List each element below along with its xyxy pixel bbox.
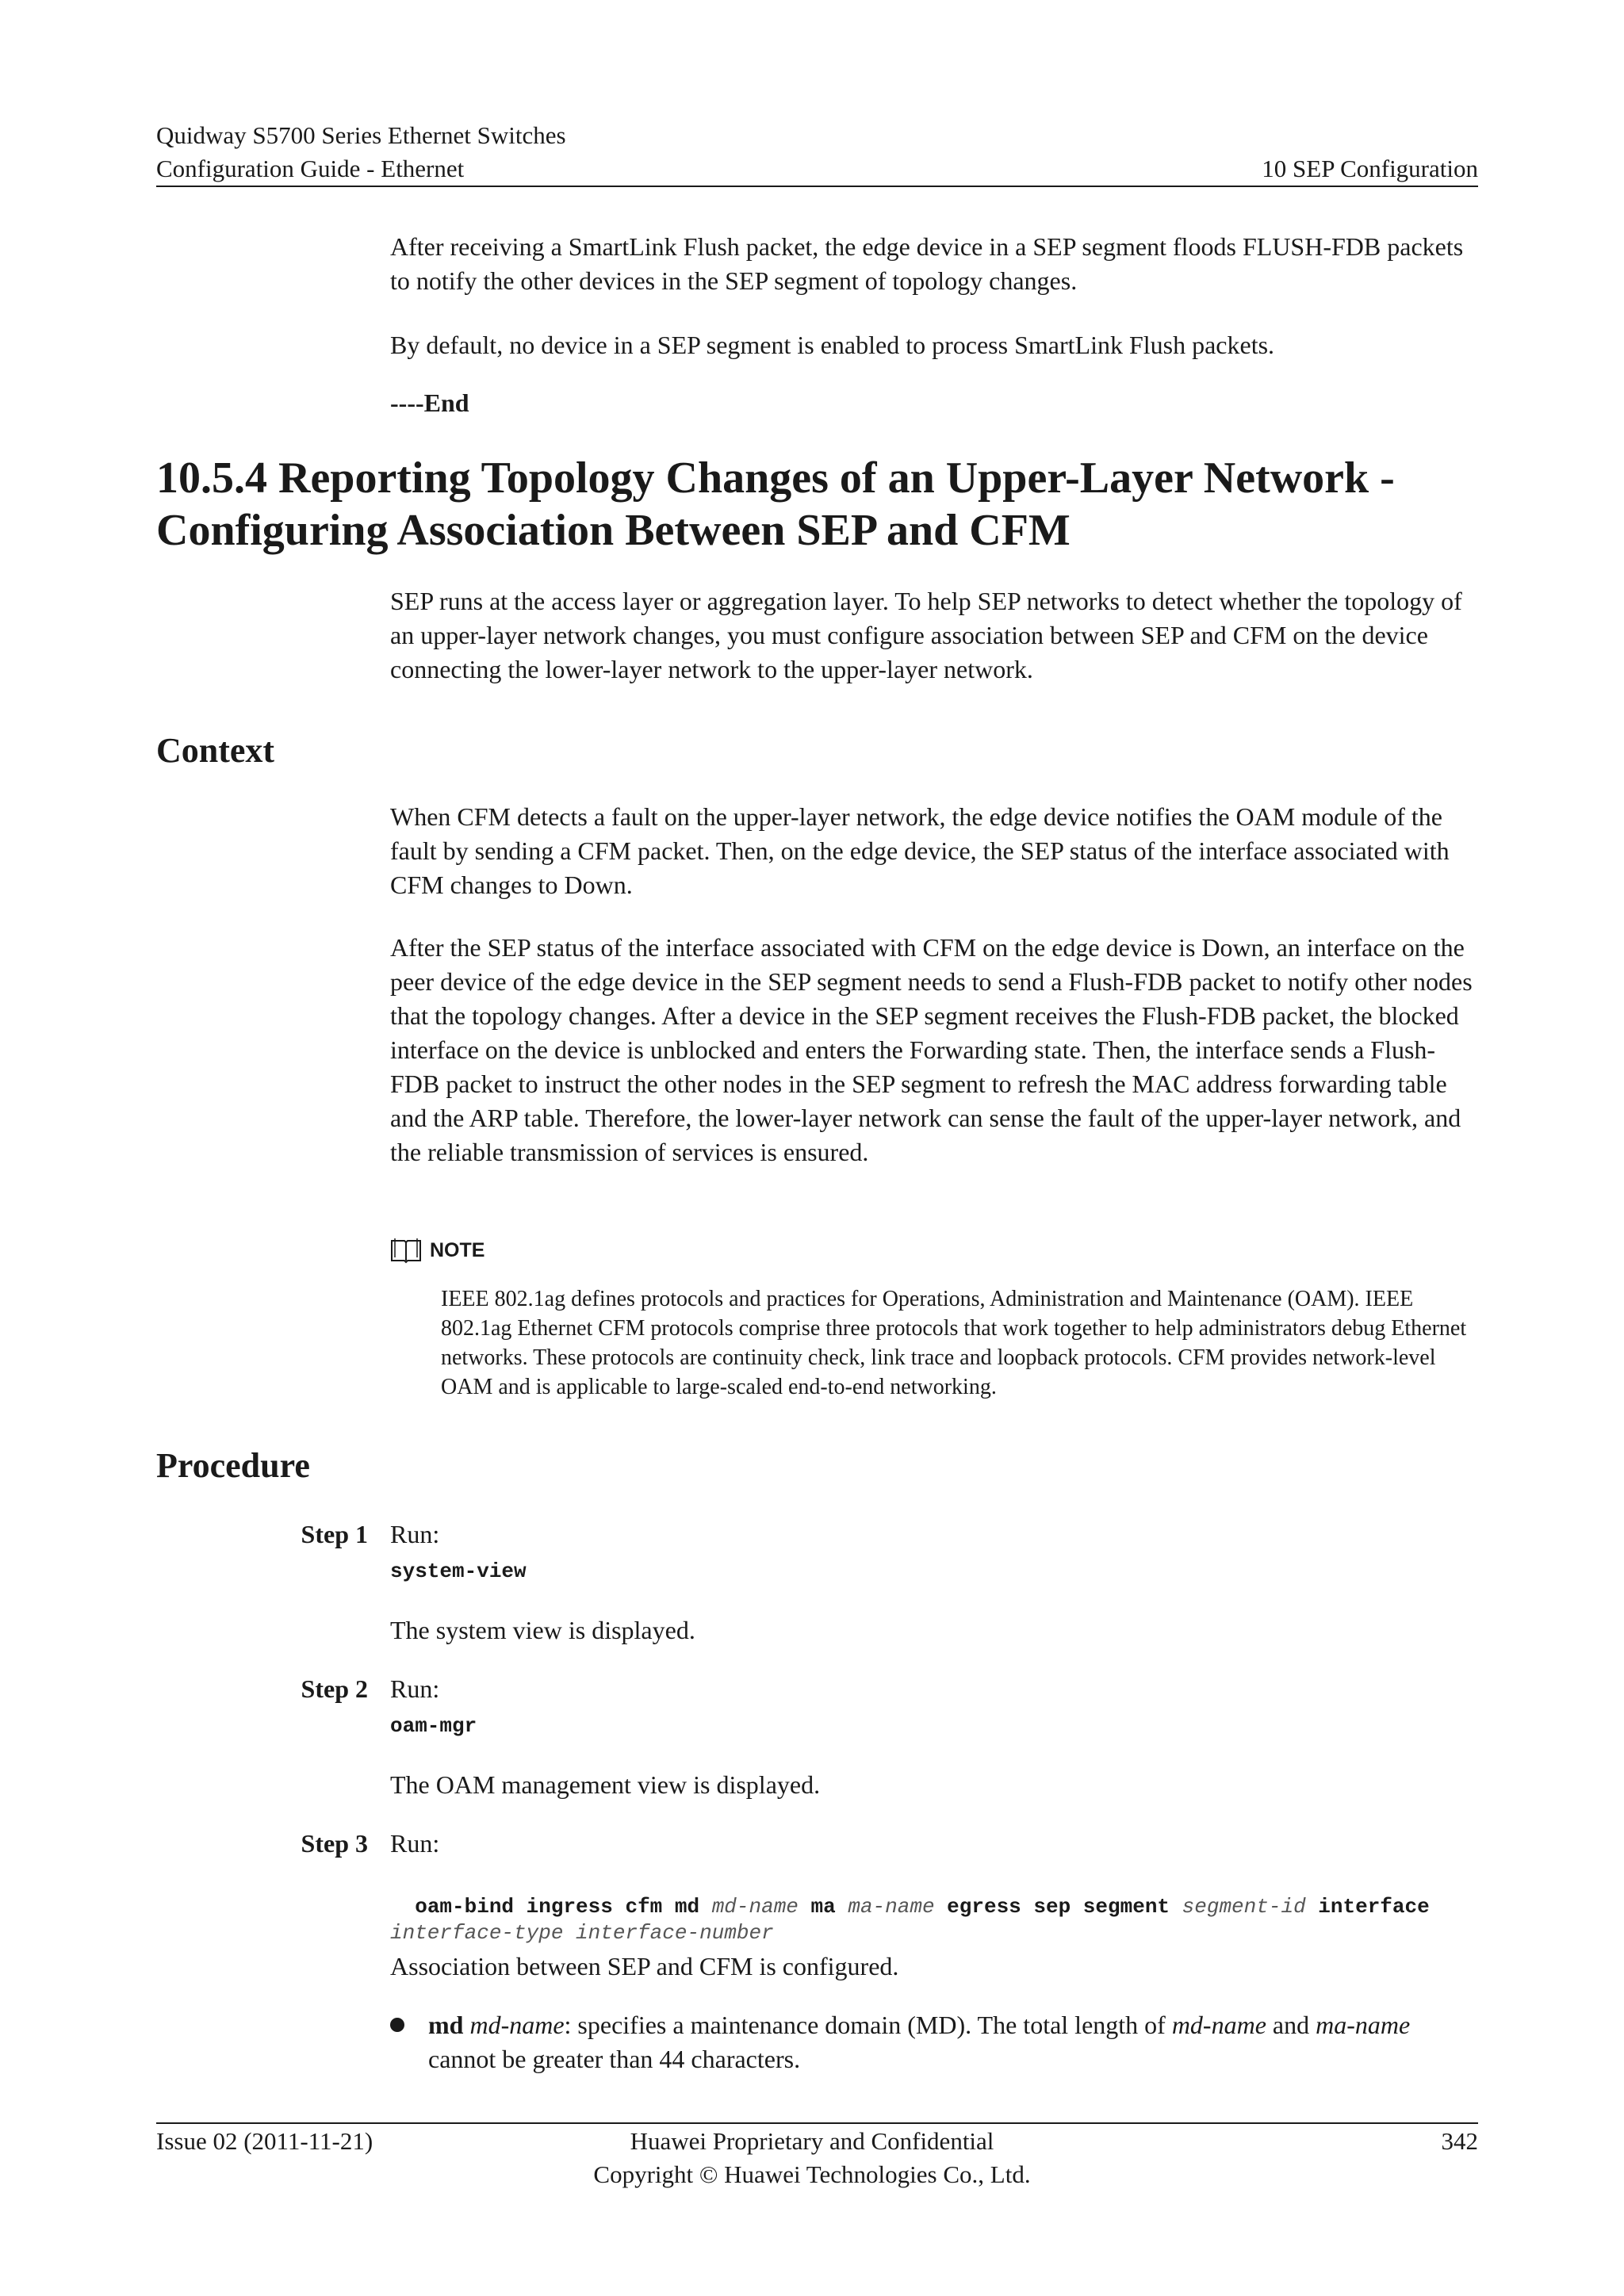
footer-divider (156, 2122, 1478, 2124)
end-marker: ----End (390, 388, 469, 417)
footer-confidential: Huawei Proprietary and Confidential (630, 2127, 994, 2155)
step-3-command (390, 1868, 1484, 1946)
step-3-result: Association between SEP and CFM is configured. (390, 1952, 899, 1980)
bullet-md-description (428, 2008, 1483, 2076)
intro-paragraph-1: After receiving a SmartLink Flush packet, the edge device in a SEP segment floods FLUSH-FDB packets to notify the other devices in the SEP segment of topology changes. (390, 232, 1464, 295)
section-summary: SEP runs at the access layer or aggregation layer. To help SEP networks to detect whether the topology of an upper-layer network changes, you must configure association between SEP and CFM on the device connecting the lower-layer network to the upper-layer network. (390, 587, 1462, 683)
step-2-label: Step 2 (301, 1674, 368, 1703)
section-title: 10.5.4 Reporting Topology Changes of an Upper-Layer Network - Configuring Association Between SEP and CFM (156, 453, 1395, 555)
bullet-text-3: cannot be greater than 44 characters. (428, 2045, 801, 2073)
param-ref-2: ma-name (1316, 2011, 1411, 2039)
cmd-param: ma-name (848, 1895, 935, 1919)
context-paragraph-1: When CFM detects a fault on the upper-layer network, the edge device notifies the OAM module of the fault by sending a CFM packet. Then, on the edge device, the SEP status of the interface associated with CFM changes to Down. (390, 802, 1450, 899)
cmd-param: interface-type interface-number (390, 1921, 774, 1945)
command-text: system-view (390, 1559, 527, 1583)
cmd-space (1170, 1895, 1182, 1919)
cmd-space (699, 1895, 712, 1919)
cmd-space (836, 1895, 848, 1919)
header-product: Quidway S5700 Series Ethernet Switches (156, 121, 566, 149)
cmd-keyword: ma (810, 1895, 836, 1919)
footer-copyright: Copyright © Huawei Technologies Co., Ltd. (593, 2160, 1031, 2188)
param-name: md-name (469, 2011, 565, 2039)
cmd-space (1306, 1895, 1319, 1919)
cmd-param: md-name (711, 1895, 799, 1919)
bullet-text-2: and (1266, 2011, 1316, 2039)
procedure-heading: Procedure (156, 1446, 310, 1485)
book-icon (390, 1237, 422, 1264)
context-paragraph-2: After the SEP status of the interface associated with CFM on the edge device is Down, an interface on the peer device of the edge device in the SEP segment needs to send a Flush-FDB packet to notify other nodes that the topology changes. After a device in the SEP segment receives the Flush-FDB packet, the blocked interface on the device is unblocked and enters the Forwarding state. Then, the interface sends a Flush-FDB packet to instruct the other nodes in the SEP segment to refresh the MAC address forwarding table and the ARP table. Therefore, the lower-layer network can sense the fault of the upper-layer network, and the reliable transmission of services is ensured. (390, 933, 1473, 1166)
footer-center (416, 2125, 1208, 2191)
note-label: NOTE (430, 1238, 485, 1261)
cmd-keyword: oam-bind ingress cfm md (415, 1895, 700, 1919)
step-1-label: Step 1 (301, 1520, 368, 1548)
cmd-keyword: interface (1318, 1895, 1430, 1919)
footer-issue: Issue 02 (2011-11-21) (156, 2127, 373, 2155)
step-2-run: Run: (390, 1674, 440, 1703)
cmd-param: segment-id (1182, 1895, 1306, 1919)
header-divider (156, 186, 1478, 187)
cmd-space (935, 1895, 948, 1919)
bullet-text-1: : specifies a maintenance domain (MD). The total length of (564, 2011, 1172, 2039)
context-heading: Context (156, 731, 275, 770)
cmd-keyword: egress sep segment (947, 1895, 1170, 1919)
footer-page-number: 342 (1441, 2127, 1478, 2155)
step-1-run: Run: (390, 1520, 440, 1548)
header-row (156, 153, 1478, 185)
step-3-label: Step 3 (301, 1829, 368, 1858)
intro-paragraph-2: By default, no device in a SEP segment is enabled to process SmartLink Flush packets. (390, 331, 1275, 359)
note-header (390, 1234, 485, 1266)
bullet-marker (390, 2018, 404, 2032)
note-text: IEEE 802.1ag defines protocols and practices for Operations, Administration and Maintenance (OAM). IEEE 802.1ag Ethernet CFM protocols comprise three protocols that work together to help administrators debug Ethernet networks. These protocols are continuity check, link trace and loopback protocols. CFM provides network-level OAM and is applicable to large-scaled end-to-end networking. (441, 1287, 1467, 1399)
header-chapter: 10 SEP Configuration (1262, 155, 1478, 182)
cmd-space (1430, 1895, 1442, 1919)
command-text: oam-mgr (390, 1714, 477, 1738)
step-2-result: The OAM management view is displayed. (390, 1770, 821, 1799)
header-guide: Configuration Guide - Ethernet (156, 155, 465, 182)
step-3-run: Run: (390, 1829, 440, 1858)
step-1-result: The system view is displayed. (390, 1616, 695, 1644)
param-keyword: md (428, 2011, 464, 2039)
param-ref-1: md-name (1171, 2011, 1266, 2039)
step-1-command (390, 1559, 1484, 1585)
cmd-space (799, 1895, 811, 1919)
step-2-command (390, 1713, 1484, 1739)
